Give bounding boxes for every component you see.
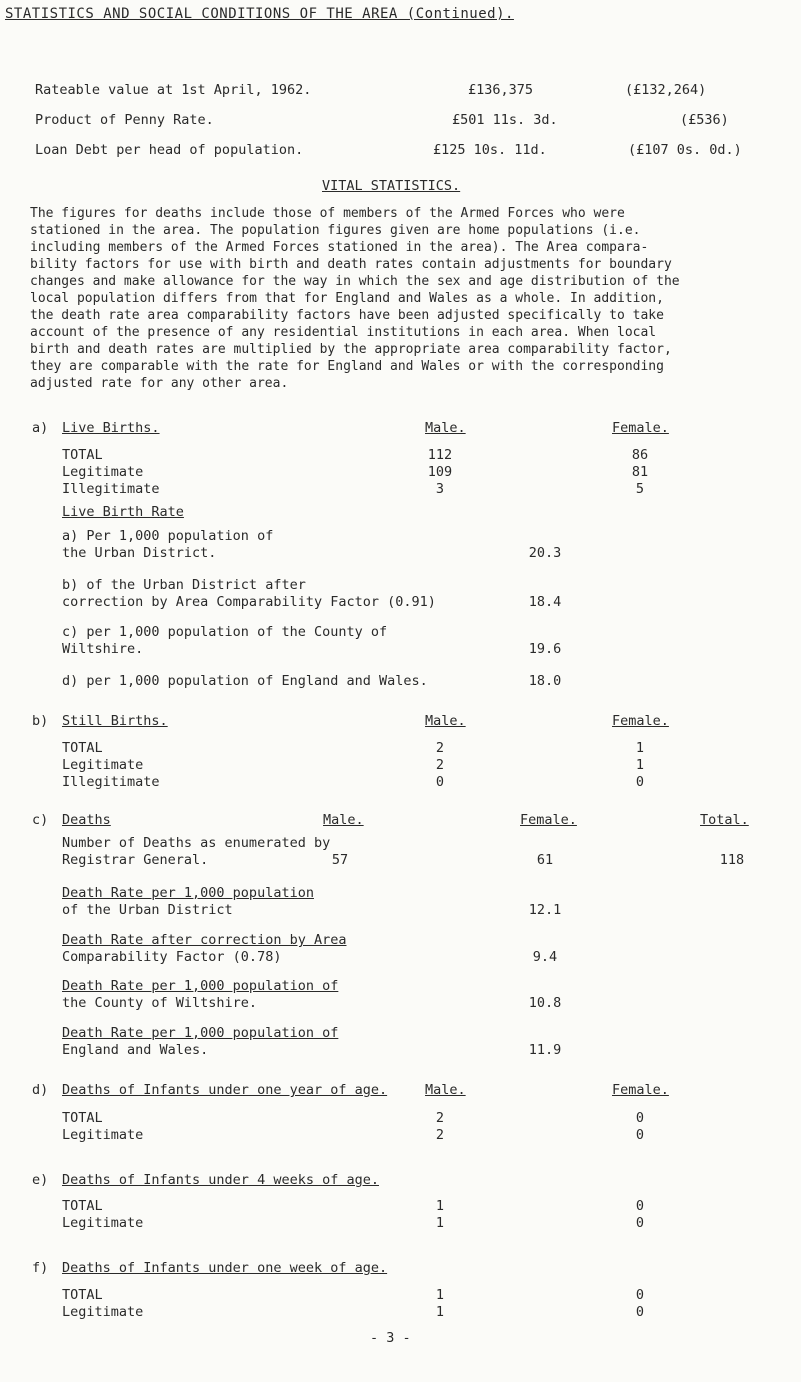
infant-deaths-four-weeks-heading: Deaths of Infants under 4 weeks of age. bbox=[62, 1172, 379, 1188]
row-label: Legitimate bbox=[62, 1127, 144, 1143]
paragraph-line: including members of the Armed Forces stationed in the area). The Area compara- bbox=[30, 240, 649, 255]
paragraph-line: bility factors for use with birth and death rates contain adjustments for boundary bbox=[30, 257, 672, 272]
rate-value: 18.4 bbox=[528, 594, 562, 610]
male-column-header: Male. bbox=[425, 1082, 466, 1098]
still-births-heading: Still Births. bbox=[62, 713, 168, 729]
rate-label: Death Rate per 1,000 population bbox=[62, 885, 314, 901]
female-column-header: Female. bbox=[520, 812, 577, 828]
row-label: TOTAL bbox=[62, 447, 103, 463]
male-value: 1 bbox=[435, 1215, 445, 1231]
loan-debt-prev: (£107 0s. 0d.) bbox=[628, 142, 742, 158]
vital-statistics-heading: VITAL STATISTICS. bbox=[322, 178, 461, 194]
rate-label: c) per 1,000 population of the County of bbox=[62, 624, 388, 640]
rate-label: Comparability Factor (0.78) bbox=[62, 949, 282, 965]
male-value: 0 bbox=[435, 774, 445, 790]
male-value: 2 bbox=[435, 757, 445, 773]
female-value: 0 bbox=[635, 1304, 645, 1320]
female-value: 0 bbox=[635, 1215, 645, 1231]
male-value: 1 bbox=[435, 1287, 445, 1303]
penny-rate-label: Product of Penny Rate. bbox=[35, 112, 214, 128]
infant-deaths-one-week-heading: Deaths of Infants under one week of age. bbox=[62, 1260, 388, 1276]
row-label: Legitimate bbox=[62, 757, 144, 773]
paragraph-line: account of the presence of any residential institutions in each area. When local bbox=[30, 325, 657, 340]
male-column-header: Male. bbox=[425, 420, 466, 436]
rate-value: 11.9 bbox=[528, 1042, 562, 1058]
male-value: 57 bbox=[331, 852, 349, 868]
total-value: 118 bbox=[719, 852, 745, 868]
female-value: 0 bbox=[635, 1287, 645, 1303]
female-value: 1 bbox=[635, 757, 645, 773]
rate-label: the Urban District. bbox=[62, 545, 217, 561]
vital-statistics-paragraph bbox=[30, 205, 790, 392]
page-title: STATISTICS AND SOCIAL CONDITIONS OF THE AREA (Continued). bbox=[5, 6, 514, 22]
row-label: Legitimate bbox=[62, 1304, 144, 1320]
deaths-count-label: Number of Deaths as enumerated by bbox=[62, 835, 331, 851]
live-birth-rate-heading: Live Birth Rate bbox=[62, 504, 184, 520]
total-column-header: Total. bbox=[700, 812, 749, 828]
female-column-header: Female. bbox=[612, 713, 669, 729]
rate-label: Wiltshire. bbox=[62, 641, 144, 657]
rate-label: the County of Wiltshire. bbox=[62, 995, 258, 1011]
male-value: 2 bbox=[435, 1127, 445, 1143]
loan-debt-label: Loan Debt per head of population. bbox=[35, 142, 304, 158]
female-value: 0 bbox=[635, 774, 645, 790]
penny-rate-prev: (£536) bbox=[680, 112, 729, 128]
female-value: 1 bbox=[635, 740, 645, 756]
female-column-header: Female. bbox=[612, 1082, 669, 1098]
male-value: 2 bbox=[435, 740, 445, 756]
rateable-value-prev: (£132,264) bbox=[625, 82, 707, 98]
rateable-value-label: Rateable value at 1st April, 1962. bbox=[35, 82, 312, 98]
row-label: Legitimate bbox=[62, 1215, 144, 1231]
female-value: 0 bbox=[635, 1110, 645, 1126]
rate-label: a) Per 1,000 population of bbox=[62, 528, 274, 544]
rate-label: d) per 1,000 population of England and Wales. bbox=[62, 673, 428, 689]
infant-deaths-one-year-heading: Deaths of Infants under one year of age. bbox=[62, 1082, 388, 1098]
male-value: 112 bbox=[427, 447, 453, 463]
row-label: TOTAL bbox=[62, 1110, 103, 1126]
section-marker: e) bbox=[32, 1172, 49, 1188]
male-value: 1 bbox=[435, 1304, 445, 1320]
female-value: 0 bbox=[635, 1127, 645, 1143]
section-marker: c) bbox=[32, 812, 49, 828]
male-value: 3 bbox=[435, 481, 445, 497]
rate-label: Death Rate per 1,000 population of bbox=[62, 1025, 339, 1041]
row-label: Illegitimate bbox=[62, 774, 160, 790]
male-value: 1 bbox=[435, 1198, 445, 1214]
female-value: 86 bbox=[631, 447, 649, 463]
paragraph-line: birth and death rates are multiplied by the appropriate area comparability factor, bbox=[30, 342, 672, 357]
rate-value: 20.3 bbox=[528, 545, 562, 561]
deaths-heading: Deaths bbox=[62, 812, 111, 828]
female-value: 81 bbox=[631, 464, 649, 480]
rate-label: correction by Area Comparability Factor (0.91) bbox=[62, 594, 436, 610]
rate-value: 10.8 bbox=[528, 995, 562, 1011]
rate-value: 19.6 bbox=[528, 641, 562, 657]
rate-value: 18.0 bbox=[528, 673, 562, 689]
loan-debt-value: £125 10s. 11d. bbox=[433, 142, 547, 158]
paragraph-line: the death rate area comparability factors have been adjusted specifically to take bbox=[30, 308, 664, 323]
female-column-header: Female. bbox=[612, 420, 669, 436]
paragraph-line: The figures for deaths include those of members of the Armed Forces who were bbox=[30, 206, 625, 221]
male-value: 2 bbox=[435, 1110, 445, 1126]
rate-label: England and Wales. bbox=[62, 1042, 209, 1058]
paragraph-line: local population differs from that for England and Wales as a whole. In addition, bbox=[30, 291, 664, 306]
female-value: 5 bbox=[635, 481, 645, 497]
rate-value: 9.4 bbox=[532, 949, 558, 965]
live-births-heading: Live Births. bbox=[62, 420, 160, 436]
rate-label: Death Rate per 1,000 population of bbox=[62, 978, 339, 994]
deaths-count-label: Registrar General. bbox=[62, 852, 209, 868]
rate-label: b) of the Urban District after bbox=[62, 577, 306, 593]
row-label: TOTAL bbox=[62, 740, 103, 756]
rate-label: Death Rate after correction by Area bbox=[62, 932, 347, 948]
male-column-header: Male. bbox=[323, 812, 364, 828]
row-label: TOTAL bbox=[62, 1198, 103, 1214]
male-column-header: Male. bbox=[425, 713, 466, 729]
page-number: - 3 - bbox=[370, 1330, 411, 1346]
row-label: Illegitimate bbox=[62, 481, 160, 497]
penny-rate-value: £501 11s. 3d. bbox=[452, 112, 558, 128]
paragraph-line: stationed in the area. The population figures given are home populations (i.e. bbox=[30, 223, 641, 238]
male-value: 109 bbox=[427, 464, 453, 480]
row-label: Legitimate bbox=[62, 464, 144, 480]
rateable-value: £136,375 bbox=[468, 82, 534, 98]
paragraph-line: they are comparable with the rate for England and Wales or with the corresponding bbox=[30, 359, 664, 374]
paragraph-line: adjusted rate for any other area. bbox=[30, 376, 289, 391]
rate-value: 12.1 bbox=[528, 902, 562, 918]
section-marker: f) bbox=[32, 1260, 49, 1276]
row-label: TOTAL bbox=[62, 1287, 103, 1303]
section-marker: d) bbox=[32, 1082, 49, 1098]
paragraph-line: changes and make allowance for the way in which the sex and age distribution of the bbox=[30, 274, 680, 289]
rate-label: of the Urban District bbox=[62, 902, 233, 918]
section-marker: a) bbox=[32, 420, 49, 436]
female-value: 0 bbox=[635, 1198, 645, 1214]
female-value: 61 bbox=[536, 852, 554, 868]
section-marker: b) bbox=[32, 713, 49, 729]
